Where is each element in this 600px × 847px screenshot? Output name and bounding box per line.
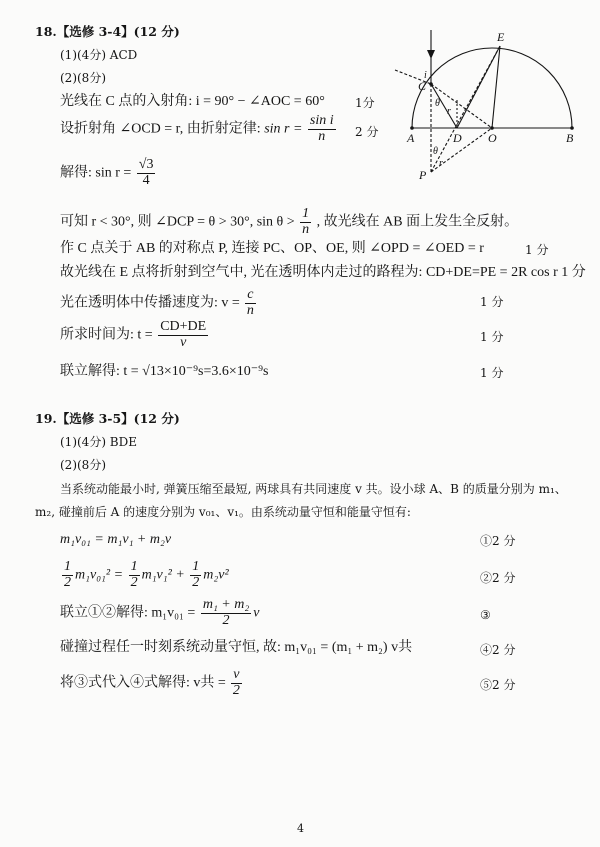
frac-num: 1	[192, 559, 200, 574]
q18-part2: (2)(8分)	[60, 71, 106, 85]
line-co	[431, 84, 492, 128]
q18-solve-sinr	[60, 158, 157, 188]
q18-title: 18.【选修 3-4】(12 分)	[35, 24, 180, 39]
frac-num: CD+DE	[160, 319, 207, 334]
q19-text-2: m₂, 碰撞前后 A 的速度分别为 v₀₁、v₁。由系统动量守恒和能量守恒有:	[35, 505, 411, 519]
combined-v: v	[253, 605, 260, 621]
q18-sinr-fraction	[137, 158, 156, 188]
frac-den: 2	[192, 574, 200, 590]
combined-text: 联立①②解得: m₁v₀₁ =	[60, 605, 196, 621]
frac-den: n	[302, 221, 310, 237]
label-theta-2: θ	[433, 146, 438, 157]
q19-tag-5: ⑤2 分	[480, 678, 516, 692]
q18-score-1: 1分	[355, 96, 375, 110]
q18-incidence-angle: 光线在 C 点的入射角: i = 90° − ∠AOC = 60°	[60, 94, 325, 109]
frac-num: 1	[130, 559, 138, 574]
frac-den: n	[318, 128, 326, 144]
q18-time-text: 所求时间为: t =	[60, 327, 153, 343]
label-theta: θ	[435, 98, 440, 109]
q18-refraction-text: 设折射角 ∠OCD = r, 由折射定律:	[60, 121, 261, 137]
label-r-2: r	[439, 158, 443, 169]
q18-speed-fraction	[245, 288, 255, 318]
frac-den: v	[180, 334, 187, 350]
q18-score-3: 1 分	[525, 243, 549, 257]
frac-den: 2	[130, 574, 138, 590]
optics-semicircle-figure	[385, 28, 585, 186]
frac-num: c	[247, 287, 254, 302]
energy-a: m₁v₀₁² =	[75, 567, 124, 583]
label-o: O	[488, 131, 497, 145]
q18-refraction-eq: sin r =	[264, 121, 303, 137]
q18-score-2: 2 分	[355, 125, 379, 139]
q18-total-reflection	[60, 207, 518, 237]
q18-final-time: 联立解得: t = √13×10⁻⁹s=3.6×10⁻⁹s	[60, 364, 269, 379]
frac-num: √3	[138, 157, 154, 172]
q18-tr-b: , 故光线在 AB 面上发生全反射。	[316, 214, 519, 230]
q19-part1: (1)(4分) BDE	[60, 435, 138, 449]
frac-num: v	[233, 667, 240, 682]
frac-num: 1	[64, 559, 71, 574]
q18-speed-text: 光在透明体中传播速度为: v =	[60, 295, 240, 311]
frac-num: sin i	[309, 113, 334, 128]
energy-c: m₂v²	[203, 567, 229, 583]
q19-eq-conservation: 碰撞过程任一时刻系统动量守恒, 故: m₁v₀₁ = (m₁ + m₂) v共	[60, 640, 413, 655]
q18-part1: (1)(4分) ACD	[60, 48, 138, 62]
q18-score-4: 1 分	[480, 295, 504, 309]
q18-solve-text: 解得: sin r =	[60, 165, 132, 181]
q19-eq-combined	[60, 598, 259, 628]
label-r: r	[447, 106, 451, 117]
page-number: 4	[297, 822, 304, 835]
frac-den: 2	[64, 574, 71, 590]
half-fraction	[190, 560, 201, 590]
frac-den: n	[246, 302, 254, 318]
q19-part2: (2)(8分)	[60, 458, 106, 472]
q18-path-length: 故光线在 E 点将折射到空气中, 光在透明体内走过的路程为: CD+DE=PE = 2R cos r 1 分	[60, 265, 586, 280]
q18-time	[60, 320, 210, 350]
q18-score-6: 1 分	[480, 366, 504, 380]
label-d: D	[453, 131, 462, 145]
frac-num: m₁ + m₂	[202, 597, 250, 612]
energy-b: m₁v₁² +	[141, 567, 185, 583]
final-fraction	[231, 668, 241, 698]
q18-tr-fraction	[300, 207, 311, 237]
combined-fraction	[201, 598, 251, 628]
q18-refraction-fraction	[308, 114, 336, 144]
half-fraction	[129, 560, 140, 590]
q18-tr-a: 可知 r < 30°, 则 ∠DCP = θ > 30°, sin θ >	[60, 214, 295, 230]
label-e: E	[497, 30, 505, 44]
q18-refraction-law	[60, 114, 338, 144]
q18-time-fraction	[158, 320, 208, 350]
q19-tag-1: ①2 分	[480, 534, 516, 548]
incident-arrow-icon	[427, 50, 435, 59]
label-c: C	[418, 79, 427, 93]
q19-tag-2: ②2 分	[480, 571, 516, 585]
q19-text-1: 当系统动能最小时, 弹簧压缩至最短, 两球具有共同速度 v 共。设小球 A、B 的质量分别为 m₁、	[60, 482, 567, 496]
q19-tag-3: ③	[480, 608, 491, 622]
frac-den: 2	[222, 612, 230, 628]
q19-eq-momentum: m₁v₀₁ = m₁v₁ + m₂v	[60, 532, 172, 547]
label-p: P	[419, 168, 427, 182]
frac-den: 2	[232, 682, 240, 698]
label-i: i	[424, 70, 427, 81]
frac-den: 4	[142, 172, 150, 188]
q18-speed	[60, 288, 258, 318]
label-b: B	[566, 131, 574, 145]
q19-tag-4: ④2 分	[480, 643, 516, 657]
q18-symmetric-point: 作 C 点关于 AB 的对称点 P, 连接 PC、OP、OE, 则 ∠OPD = ∠OED = r	[60, 241, 484, 256]
final-text: 将③式代入④式解得: v共 =	[60, 675, 226, 691]
frac-num: 1	[302, 206, 310, 221]
half-fraction	[62, 560, 73, 590]
label-a: A	[407, 131, 415, 145]
q19-title: 19.【选修 3-5】(12 分)	[35, 411, 180, 426]
q18-score-5: 1 分	[480, 330, 504, 344]
q19-eq-energy	[60, 560, 229, 590]
q19-eq-final	[60, 668, 244, 698]
